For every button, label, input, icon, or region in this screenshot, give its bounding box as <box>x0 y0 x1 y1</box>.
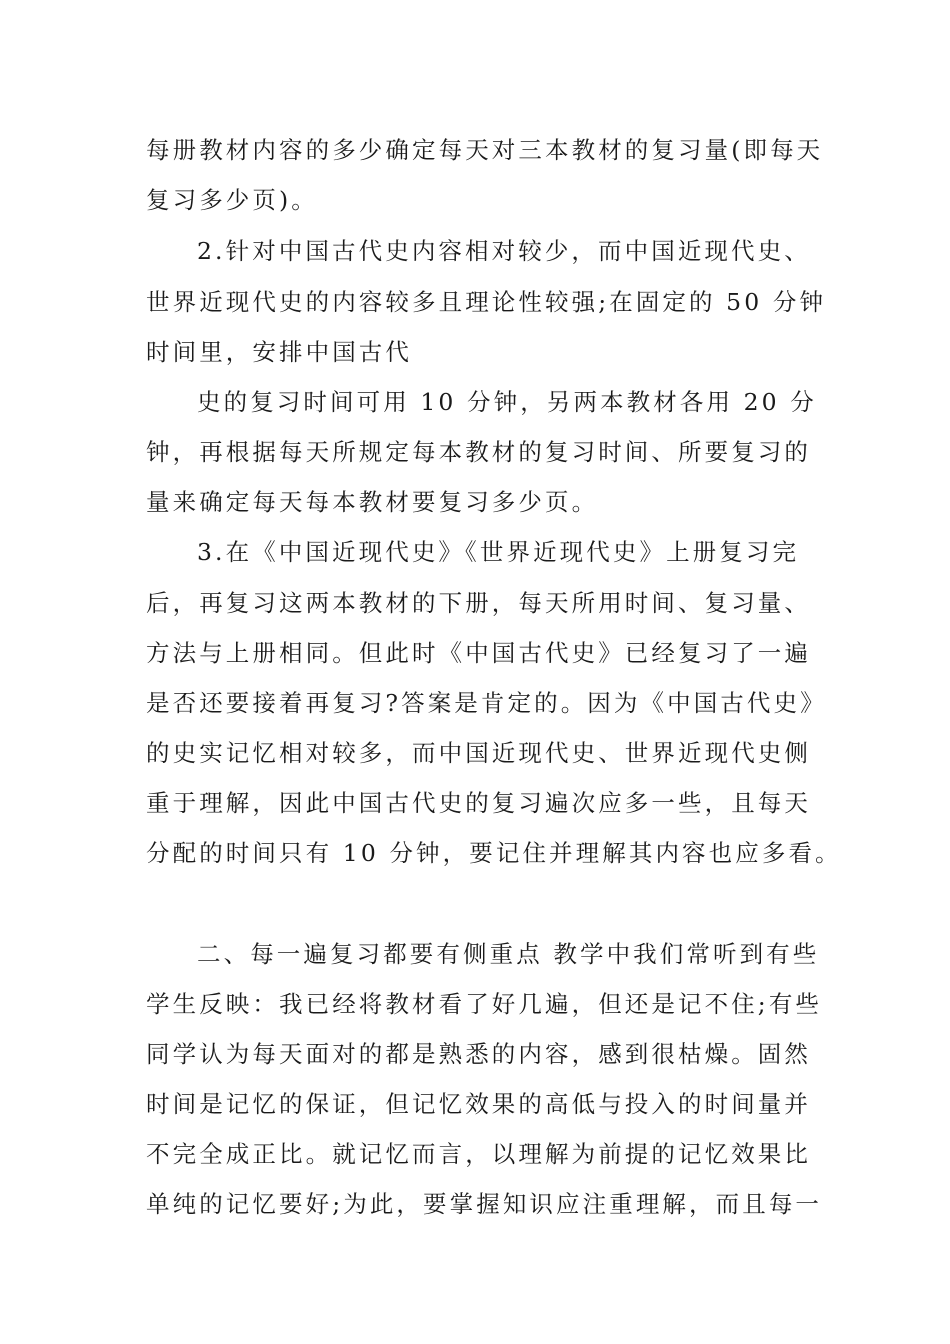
text-line: 分配的时间只有 10 分钟，要记住并理解其内容也应多看。 <box>146 839 842 867</box>
text-line: 方法与上册相同。但此时《中国古代史》已经复习了一遍 <box>146 639 811 667</box>
text-line: 世界近现代史的内容较多且理论性较强;在固定的 50 分钟 <box>146 288 827 316</box>
text-line: 量来确定每天每本教材要复习多少页。 <box>146 488 599 516</box>
text-line: 同学认为每天面对的都是熟悉的内容，感到很枯燥。固然 <box>146 1040 811 1068</box>
text-line: 钟，再根据每天所规定每本教材的复习时间、所要复习的 <box>146 438 811 466</box>
text-line: 后，再复习这两本教材的下册，每天所用时间、复习量、 <box>146 589 811 617</box>
paragraph-2-start: 2.针对中国古代史内容相对较少，而中国近现代史、 <box>197 237 811 265</box>
text-line: 不完全成正比。就记忆而言，以理解为前提的记忆效果比 <box>146 1140 811 1168</box>
text-line-continued: 史的复习时间可用 10 分钟，另两本教材各用 20 分 <box>197 388 817 416</box>
text-line: 复习多少页)。 <box>146 186 318 214</box>
text-line: 单纯的记忆要好;为此，要掌握知识应注重理解，而且每一 <box>146 1190 823 1218</box>
text-line: 时间里，安排中国古代 <box>146 338 412 366</box>
text-line: 的史实记忆相对较多，而中国近现代史、世界近现代史侧 <box>146 739 811 767</box>
text-line: 是否还要接着再复习?答案是肯定的。因为《中国古代史》 <box>146 689 827 717</box>
text-line: 每册教材内容的多少确定每天对三本教材的复习量(即每天 <box>146 136 824 164</box>
text-line: 学生反映：我已经将教材看了好几遍，但还是记不住;有些 <box>146 990 823 1018</box>
section-heading-paragraph: 二、每一遍复习都要有侧重点 教学中我们常听到有些 <box>197 940 820 968</box>
text-line: 重于理解，因此中国古代史的复习遍次应多一些，且每天 <box>146 789 811 817</box>
text-line: 时间是记忆的保证，但记忆效果的高低与投入的时间量并 <box>146 1090 811 1118</box>
paragraph-3-start: 3.在《中国近现代史》《世界近现代史》上册复习完 <box>197 538 800 566</box>
